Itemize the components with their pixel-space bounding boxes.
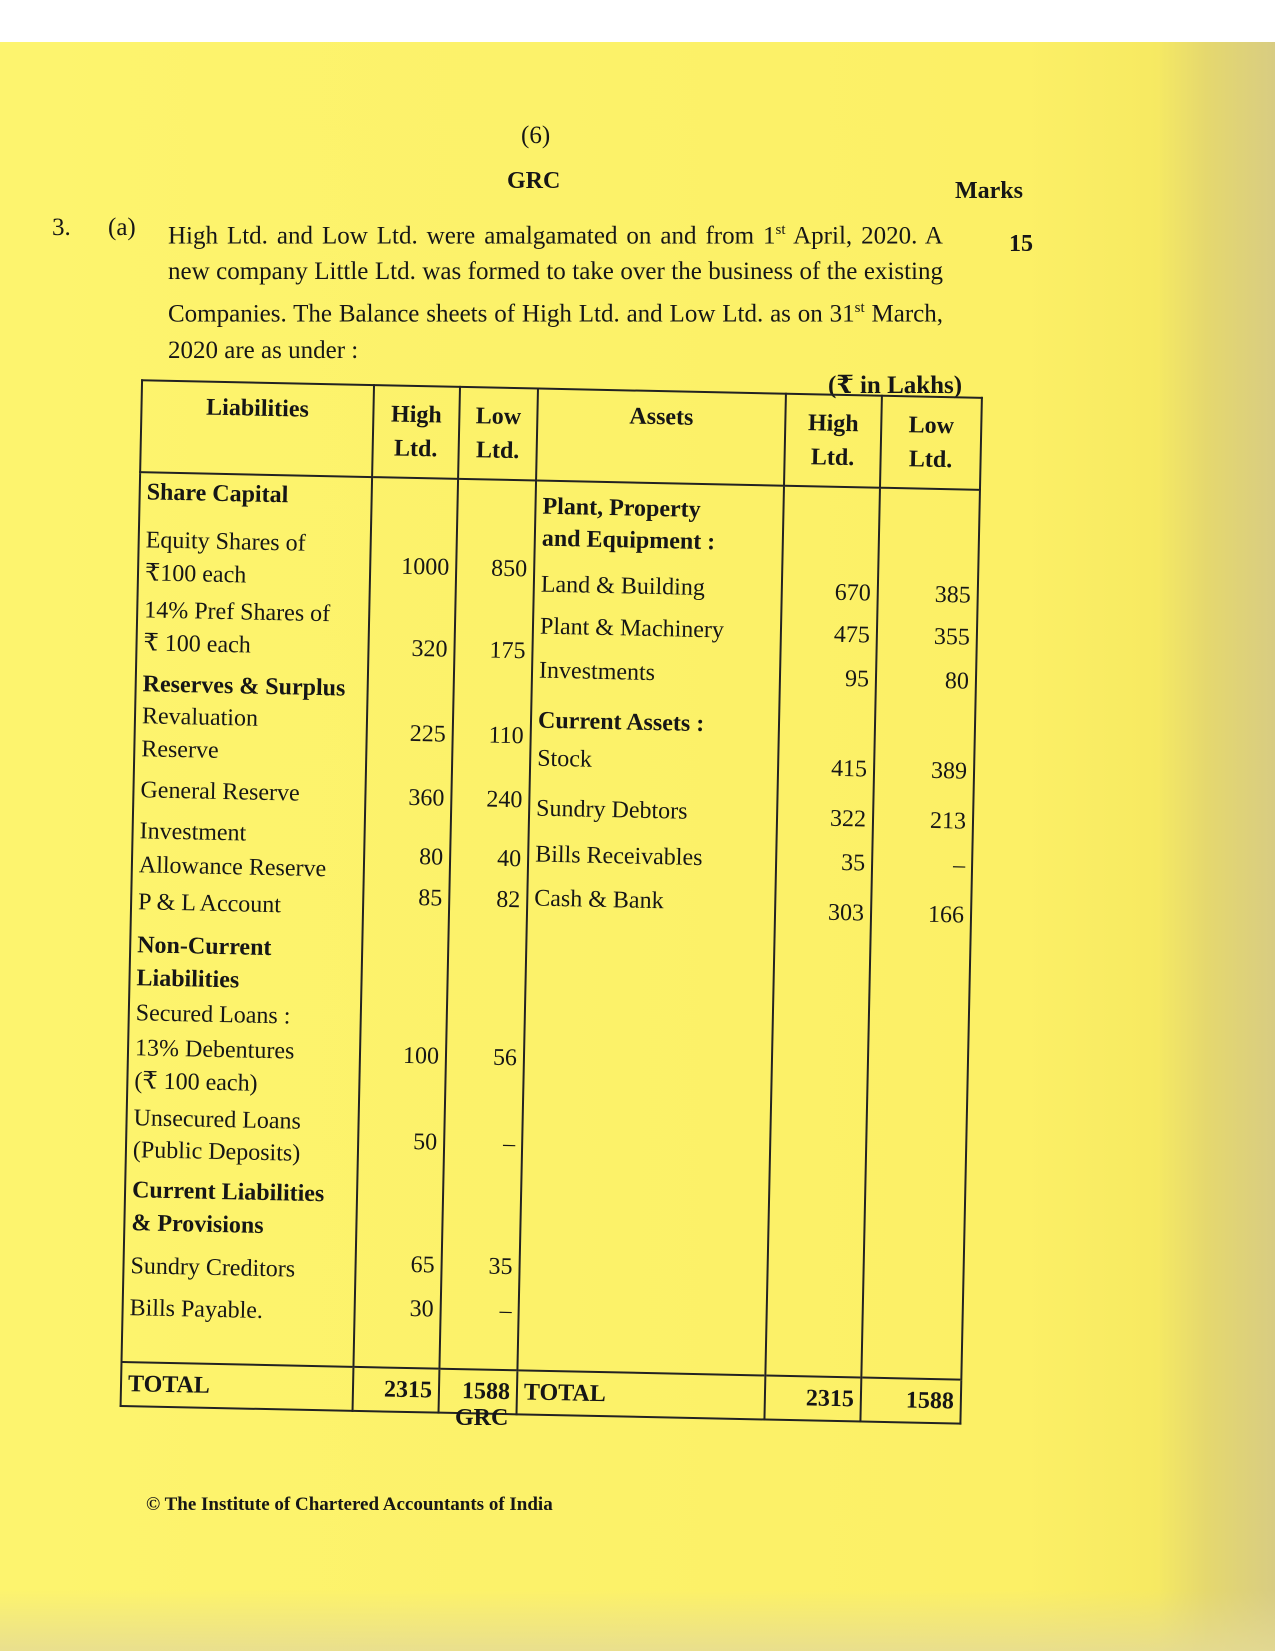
- liability-row-label: Allowance Reserve: [138, 852, 327, 883]
- question-text: High Ltd. and Low Ltd. were amalgamated on and from 1st April, 2020. A new company Little Ltd. was formed to take over the business of the existing Companies. The Balance sheets of High Ltd. and Low Ltd. as on 31st March, 2020 are as under :: [168, 222, 944, 364]
- total-asset-low: 1588: [860, 1378, 961, 1424]
- liabilities-column: [122, 472, 373, 1367]
- table-body-row: [122, 472, 980, 1379]
- liability-low-value: 175: [489, 637, 526, 665]
- asset-high-value: 35: [840, 849, 866, 877]
- scan-top-margin: [0, 0, 1275, 42]
- liability-row-label: Liabilities: [136, 965, 240, 994]
- asset-row-label: Cash & Bank: [534, 885, 664, 915]
- header-asset-low: Low Ltd.: [880, 396, 982, 490]
- total-liab-low: 1588: [439, 1369, 518, 1415]
- liability-row-label: (₹ 100 each): [134, 1068, 258, 1097]
- liability-low-value: 35: [488, 1253, 513, 1281]
- liability-low-value: 40: [496, 845, 522, 873]
- asset-low-value: 213: [929, 807, 967, 835]
- total-label-assets: TOTAL: [516, 1370, 765, 1419]
- liability-low-value: –: [499, 1297, 512, 1325]
- liability-row-label: ₹ 100 each: [143, 630, 252, 659]
- liability-row-label: Non-Current: [136, 932, 272, 962]
- liability-row-label: Investment: [139, 818, 247, 847]
- asset-row-label: Plant & Machinery: [539, 613, 725, 644]
- liability-row-label: & Provisions: [131, 1210, 264, 1239]
- liability-high-value: 65: [410, 1252, 435, 1279]
- liability-high-value: 80: [418, 844, 444, 871]
- asset-row-label: Current Assets :: [537, 707, 705, 738]
- asset-high-value: 303: [827, 899, 865, 927]
- question-number: 3.: [52, 214, 71, 241]
- liability-row-label: 14% Pref Shares of: [143, 597, 331, 628]
- marks-value: 15: [1009, 231, 1033, 257]
- liability-low-value: 850: [490, 555, 528, 583]
- liability-row-label: Share Capital: [146, 479, 289, 509]
- asset-high-value: 415: [830, 755, 868, 783]
- liability-row-label: Bills Payable.: [129, 1295, 264, 1324]
- header-liab-low: Low Ltd.: [458, 387, 538, 481]
- liability-low-value: 110: [488, 722, 524, 750]
- liability-row-label: Secured Loans :: [135, 1000, 291, 1030]
- liability-high-value: 320: [411, 635, 448, 663]
- liability-row-label: Reserve: [141, 736, 219, 764]
- table-header-row: [140, 380, 982, 490]
- liability-row-label: P & L Account: [137, 889, 282, 919]
- asset-row-label: and Equipment :: [541, 525, 716, 556]
- asset-high-column: [765, 486, 880, 1378]
- liability-low-value: 56: [492, 1044, 518, 1072]
- balance-sheet-table: [120, 379, 983, 1424]
- header-liab-high: High Ltd.: [372, 385, 460, 479]
- liability-low-value: –: [502, 1130, 516, 1158]
- liability-high-value: 30: [409, 1296, 434, 1323]
- header-assets: Assets: [536, 389, 786, 486]
- liability-high-value: 100: [402, 1042, 440, 1070]
- liability-row-label: Reserves & Surplus: [142, 671, 346, 702]
- header-liabilities: Liabilities: [140, 380, 374, 477]
- liability-high-value: 50: [412, 1129, 438, 1156]
- asset-row-label: Land & Building: [540, 571, 706, 602]
- asset-low-value: 385: [934, 581, 972, 609]
- asset-row-label: Stock: [536, 745, 593, 773]
- liability-row-label: Current Liabilities: [131, 1177, 325, 1208]
- asset-row-label: Investments: [538, 657, 656, 687]
- scan-bottom-edge: [0, 1590, 1275, 1651]
- liability-high-value: 360: [408, 784, 445, 812]
- liability-row-label: Equity Shares of: [145, 527, 306, 557]
- asset-row-label: Sundry Debtors: [535, 795, 688, 825]
- liability-high-value: 225: [409, 720, 446, 748]
- asset-high-value: 475: [833, 621, 871, 649]
- liability-row-label: 13% Debentures: [134, 1035, 295, 1065]
- asset-low-value: 355: [933, 623, 971, 651]
- asset-row-label: Plant, Property: [542, 493, 701, 523]
- asset-low-value: 389: [930, 757, 968, 785]
- total-liab-high: 2315: [353, 1367, 440, 1413]
- total-asset-high: 2315: [764, 1375, 861, 1421]
- asset-high-value: 322: [829, 805, 867, 833]
- paper-code-top: GRC: [507, 168, 561, 194]
- copyright-notice: © The Institute of Chartered Accountants of India: [146, 1494, 553, 1515]
- question-part: (a): [108, 214, 136, 241]
- paper-code-bottom: GRC: [455, 1405, 509, 1431]
- assets-column: [517, 480, 784, 1375]
- marks-heading: Marks: [955, 178, 1023, 204]
- asset-row-label: Bills Receivables: [534, 841, 703, 872]
- liability-low-value: 240: [486, 786, 523, 814]
- asset-low-value: 80: [944, 668, 970, 695]
- liability-row-label: Unsecured Loans: [133, 1105, 302, 1135]
- liability-row-label: Revaluation: [141, 703, 259, 732]
- liability-row-label: (Public Deposits): [132, 1137, 301, 1167]
- asset-low-value: 166: [927, 901, 965, 929]
- asset-low-value: –: [952, 852, 966, 879]
- amount-unit: (₹ in Lakhs): [828, 372, 963, 399]
- asset-low-column: [861, 488, 980, 1380]
- liability-high-value: 85: [418, 885, 443, 912]
- liability-high-value: 1000: [400, 553, 450, 581]
- asset-high-value: 95: [844, 666, 870, 693]
- scan-right-edge: [1160, 42, 1275, 1651]
- page-number: (6): [521, 122, 551, 149]
- liability-row-label: General Reserve: [140, 777, 300, 807]
- liability-row-label: ₹100 each: [144, 560, 247, 589]
- balance-sheet-table-wrapper: [119, 379, 981, 1458]
- liability-low-value: 82: [495, 886, 521, 914]
- liability-row-label: Sundry Creditors: [130, 1253, 296, 1283]
- header-asset-high: High Ltd.: [784, 394, 882, 488]
- total-label-liabilities: TOTAL: [121, 1362, 354, 1411]
- asset-high-value: 670: [834, 579, 872, 607]
